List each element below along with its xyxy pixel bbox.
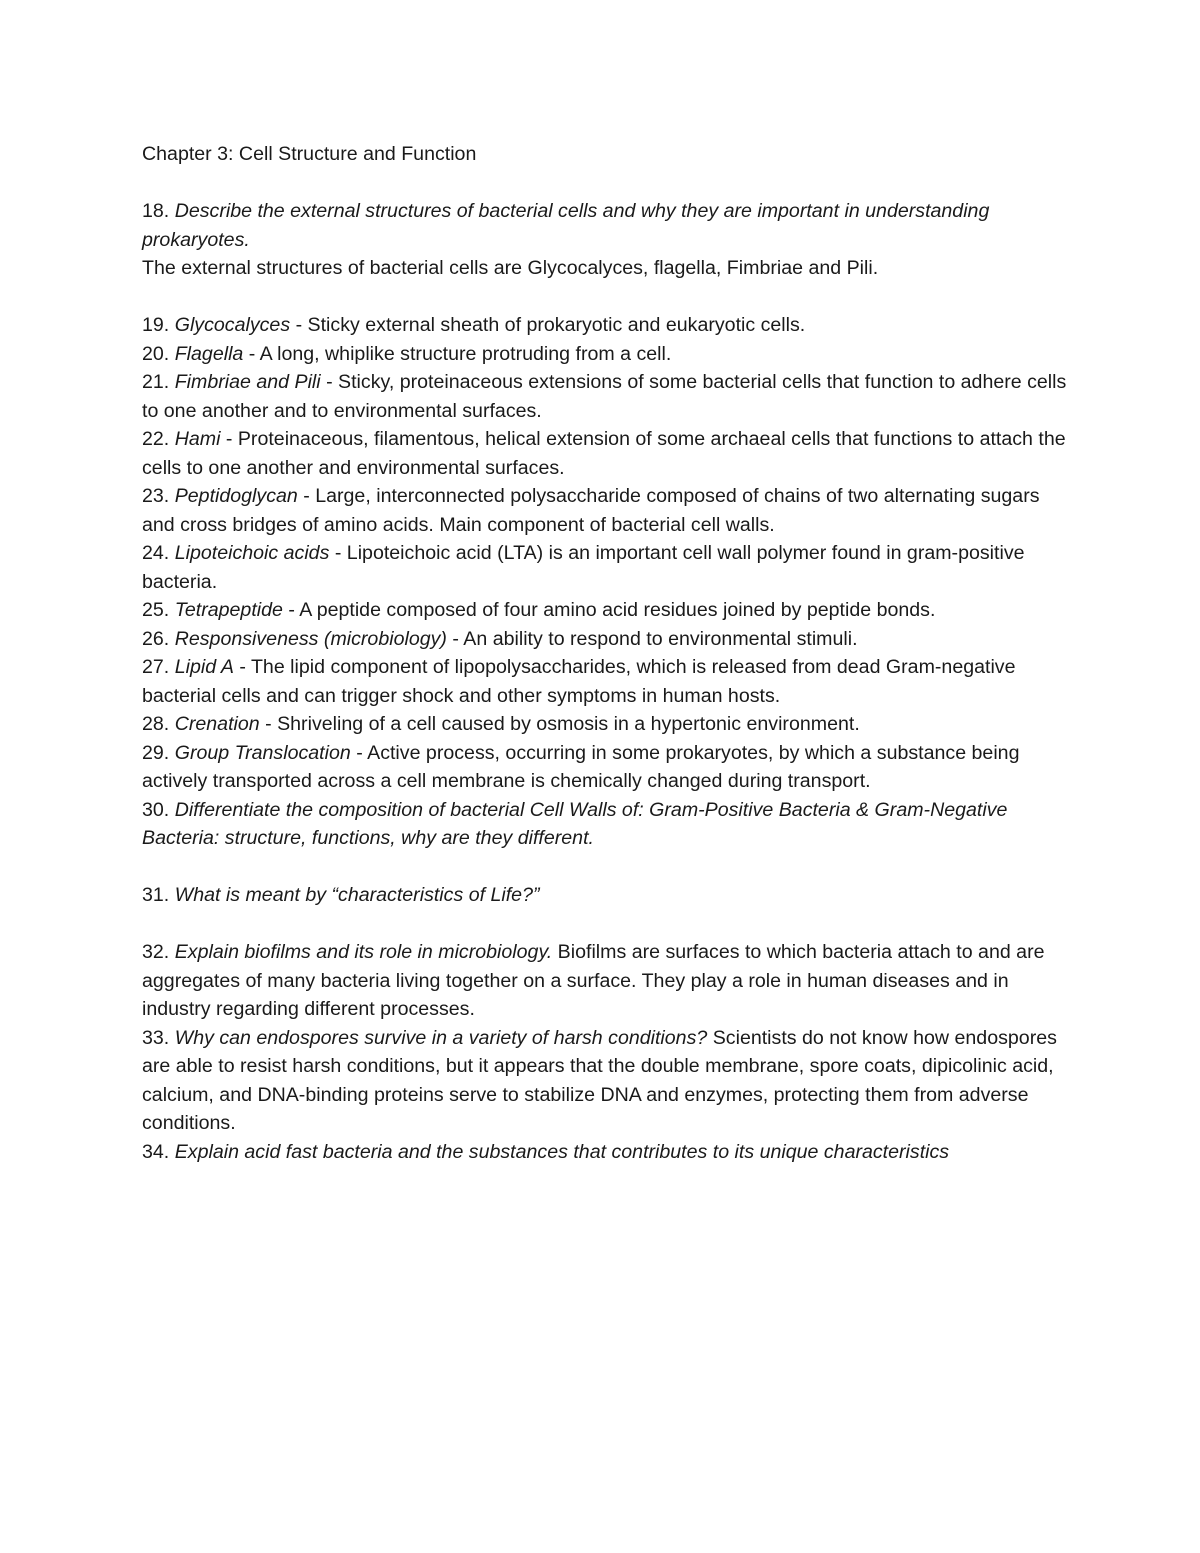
question-18 (142, 197, 1070, 254)
question-number: 33. (142, 1026, 170, 1049)
question-number: 31. (142, 884, 170, 906)
answer-text: Scientists do not know how endospores are able to resist harsh conditions, but it appears that the double membrane, spore coats, dipicolinic acid, calcium, and DNA-binding proteins serve to stabilize DNA and enzymes, protecting them from adverse conditions. (142, 1026, 1057, 1134)
term-separator: - (243, 342, 260, 365)
term-item (142, 739, 1070, 796)
term-separator: - (282, 599, 300, 621)
answer-text: Biofilms are surfaces to which bacteria attach to and are aggregates of many bacteria living together on a surface. They play a role in human diseases and in industry regarding different processes. (142, 941, 1045, 1020)
term-item (142, 368, 1070, 425)
answer-18: The external structures of bacterial cells are Glycocalyces, flagella, Fimbriae and Pili. (142, 257, 879, 279)
term-number: 22. (142, 428, 170, 450)
term-item (142, 653, 1070, 710)
spacer (142, 853, 1070, 882)
term-definition: Large, interconnected polysaccharide composed of chains of two alternating sugars and cross bridges of amino acids. Main component of bacterial cell walls. (142, 485, 1040, 536)
term-name: Fimbriae and Pili (174, 371, 321, 393)
term-separator: - (233, 656, 251, 678)
term-definition: An ability to respond to environmental stimuli. (463, 627, 858, 650)
term-name: Flagella (174, 342, 244, 365)
term-definition: Sticky external sheath of prokaryotic and eukaryotic cells. (307, 314, 806, 336)
term-name: Responsiveness (microbiology) (174, 627, 447, 650)
term-number: 20. (142, 342, 170, 365)
chapter-title: Chapter 3: Cell Structure and Function (142, 143, 477, 165)
term-number: 23. (142, 485, 170, 507)
term-item (142, 625, 1070, 654)
spacer (142, 169, 1070, 198)
term-definition: Lipoteichoic acid (LTA) is an important cell wall polymer found in gram-positive bacteria. (142, 542, 1025, 593)
term-number: 21. (142, 371, 170, 393)
term-separator: - (259, 713, 278, 735)
term-separator: - (446, 627, 464, 650)
question-33 (142, 1024, 1070, 1138)
term-name: Differentiate the composition of bacterial Cell Walls of: Gram-Positive Bacteria & Gram-Negative Bacteria: structure, functions, why are they different. (142, 798, 1008, 849)
question-number: 32. (142, 941, 170, 963)
term-item (142, 482, 1070, 539)
spacer (142, 283, 1070, 312)
term-name: Lipid A (174, 656, 234, 678)
question-text: Why can endospores survive in a variety of harsh conditions? (174, 1026, 708, 1049)
question-text: Explain acid fast bacteria and the substances that contributes to its unique characteristics (174, 1140, 950, 1163)
term-list (142, 311, 1070, 853)
term-separator: - (329, 542, 347, 564)
term-separator: - (290, 314, 308, 336)
term-name: Tetrapeptide (174, 599, 283, 621)
term-definition: Shriveling of a cell caused by osmosis in a hypertonic environment. (277, 713, 860, 735)
question-34 (142, 1138, 1070, 1167)
term-number: 24. (142, 542, 170, 564)
question-number: 18. (142, 200, 170, 222)
question-number: 34. (142, 1140, 170, 1163)
term-item (142, 425, 1070, 482)
term-definition: A long, whiplike structure protruding from a cell. (259, 342, 672, 365)
term-name: Peptidoglycan (174, 485, 298, 507)
question-text: Describe the external structures of bacterial cells and why they are important in understanding prokaryotes. (142, 200, 990, 251)
term-number: 30. (142, 798, 170, 821)
term-definition: Proteinaceous, filamentous, helical extension of some archaeal cells that functions to attach the cells to one another and environmental surfaces. (142, 428, 1066, 479)
term-number: 25. (142, 599, 170, 621)
term-name: Hami (174, 428, 221, 450)
question-32 (142, 938, 1070, 1024)
term-item (142, 596, 1070, 625)
term-separator: - (350, 741, 368, 764)
term-item (142, 340, 1070, 369)
term-name: Lipoteichoic acids (174, 542, 330, 564)
term-definition: The lipid component of lipopolysaccharides, which is released from dead Gram-negative bacterial cells and can trigger shock and other symptoms in human hosts. (142, 656, 1016, 707)
term-number: 19. (142, 314, 170, 336)
term-separator: - (320, 371, 339, 393)
term-name: Group Translocation (174, 741, 351, 764)
term-number: 26. (142, 627, 170, 650)
term-separator: - (297, 485, 316, 507)
term-number: 29. (142, 741, 170, 764)
spacer (142, 910, 1070, 939)
term-separator: - (220, 428, 238, 450)
question-text: Explain biofilms and its role in microbiology. (174, 941, 553, 963)
question-31 (142, 881, 1070, 910)
term-item (142, 311, 1070, 340)
term-definition: Active process, occurring in some prokaryotes, by which a substance being actively transported across a cell membrane is chemically changed during transport. (142, 741, 1020, 792)
question-text: What is meant by “characteristics of Life?” (174, 884, 540, 906)
term-name: Glycocalyces (174, 314, 291, 336)
term-item (142, 796, 1070, 853)
term-item (142, 710, 1070, 739)
term-item (142, 539, 1070, 596)
term-definition: A peptide composed of four amino acid residues joined by peptide bonds. (299, 599, 936, 621)
term-number: 28. (142, 713, 170, 735)
term-definition: Sticky, proteinaceous extensions of some bacterial cells that function to adhere cells to one another and to environmental surfaces. (142, 371, 1067, 422)
term-name: Crenation (174, 713, 260, 735)
term-number: 27. (142, 656, 170, 678)
